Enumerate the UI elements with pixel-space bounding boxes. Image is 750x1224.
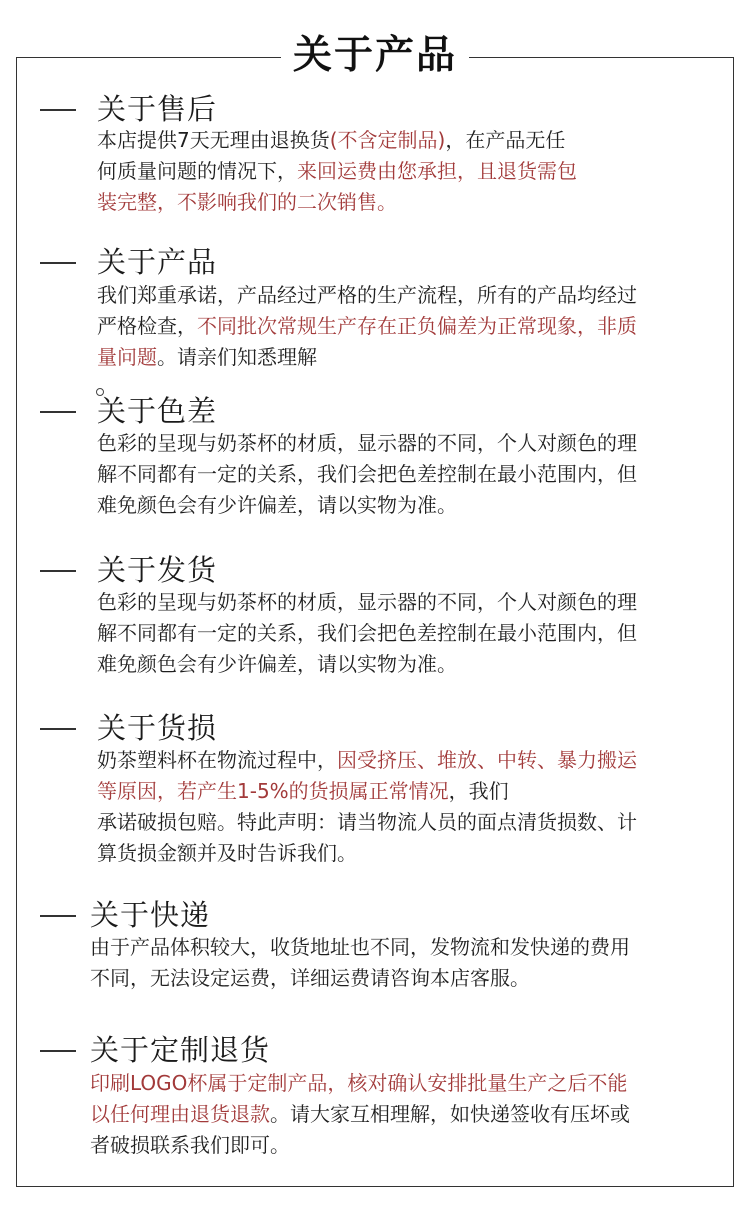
section-heading: 关于售后 [97,92,218,126]
highlight-text: (不含定制品) [329,128,446,152]
body-line [97,807,637,838]
body-text-segment: 奶茶塑料杯在物流过程中， [97,748,337,772]
body-line [97,428,637,459]
highlight-text: 来回运费由您承担，且退货需包 [297,159,577,183]
body-text-segment: 难免颜色会有少许偏差，请以实物为准。 [97,493,457,517]
body-line [97,280,637,311]
section-dash [40,1050,76,1052]
body-line [97,838,637,869]
section-body [97,280,637,373]
body-text-segment: 。请大家互相理解，如快递签收有压坏或 [270,1102,630,1126]
body-text-segment: 算货损金额并及时告诉我们。 [97,841,357,865]
highlight-text: 不同批次常规生产存在正负偏差为正常现象，非质 [197,314,637,338]
body-line [97,649,637,680]
body-text-segment: 承诺破损包赔。特此声明：请当物流人员的面点清货损数、计 [97,810,637,834]
body-line [97,776,637,807]
section-heading: 关于定制退货 [90,1033,271,1067]
section-dash [40,262,76,264]
body-text-segment: 解不同都有一定的关系，我们会把色差控制在最小范围内，但 [97,462,637,486]
section-heading: 关于货损 [97,711,218,745]
section-heading: 关于快递 [90,898,211,932]
section-body [90,1068,630,1161]
body-line [90,1130,630,1161]
section-dash [40,411,76,413]
highlight-text: 以任何理由退货退款 [90,1102,270,1126]
section-body [90,932,630,994]
page-title: 关于产品 [281,30,469,82]
body-text-segment: ，我们 [448,779,509,803]
highlight-text: 因受挤压、堆放、中转、暴力搬运 [337,748,637,772]
section-body [97,125,577,218]
highlight-text: 量问题 [97,345,157,369]
section-dash [40,570,76,572]
section-heading: 关于产品 [97,245,218,279]
body-text-segment: 我们郑重承诺，产品经过严格的生产流程，所有的产品均经过 [97,283,637,307]
body-text-segment: 色彩的呈现与奶茶杯的材质，显示器的不同，个人对颜色的理 [97,431,637,455]
body-text-segment: 。请亲们知悉理解 [157,345,317,369]
body-line [90,932,630,963]
body-line [90,1099,630,1130]
section-heading: 关于发货 [97,553,218,587]
body-text-segment: 本店提供7天无理由退换货 [97,128,330,152]
section-body [97,745,637,869]
section-dash [40,728,76,730]
body-text-segment: 严格检查， [97,314,197,338]
body-text-segment: 解不同都有一定的关系，我们会把色差控制在最小范围内，但 [97,621,637,645]
body-line [90,963,630,994]
body-line [97,342,637,373]
body-text-segment: ，在产品无任 [445,128,566,152]
body-text-segment: 由于产品体积较大，收货地址也不同，发物流和发快递的费用 [90,935,630,959]
body-line [97,187,577,218]
body-line [97,745,637,776]
body-text-segment: 难免颜色会有少许偏差，请以实物为准。 [97,652,457,676]
section-body [97,428,637,521]
body-line [97,125,577,156]
section-dash [40,915,76,917]
body-line [97,490,637,521]
body-line [97,311,637,342]
section-body [97,587,637,680]
section-heading: 关于色差 [97,394,218,428]
body-line [97,156,577,187]
body-text-segment: 色彩的呈现与奶茶杯的材质，显示器的不同，个人对颜色的理 [97,590,637,614]
body-line [97,618,637,649]
body-text-segment: 者破损联系我们即可。 [90,1133,290,1157]
highlight-text: 等原因，若产生1-5%的货损属正常情况 [97,779,449,803]
highlight-text: 印刷LOGO杯属于定制产品，核对确认安排批量生产之后不能 [90,1071,628,1095]
body-line [97,459,637,490]
highlight-text: 装完整，不影响我们的二次销售。 [97,190,397,214]
body-text-segment: 何质量问题的情况下， [97,159,297,183]
body-line [97,587,637,618]
body-text-segment: 不同，无法设定运费，详细运费请咨询本店客服。 [90,966,530,990]
body-line [90,1068,630,1099]
section-dash [40,109,76,111]
